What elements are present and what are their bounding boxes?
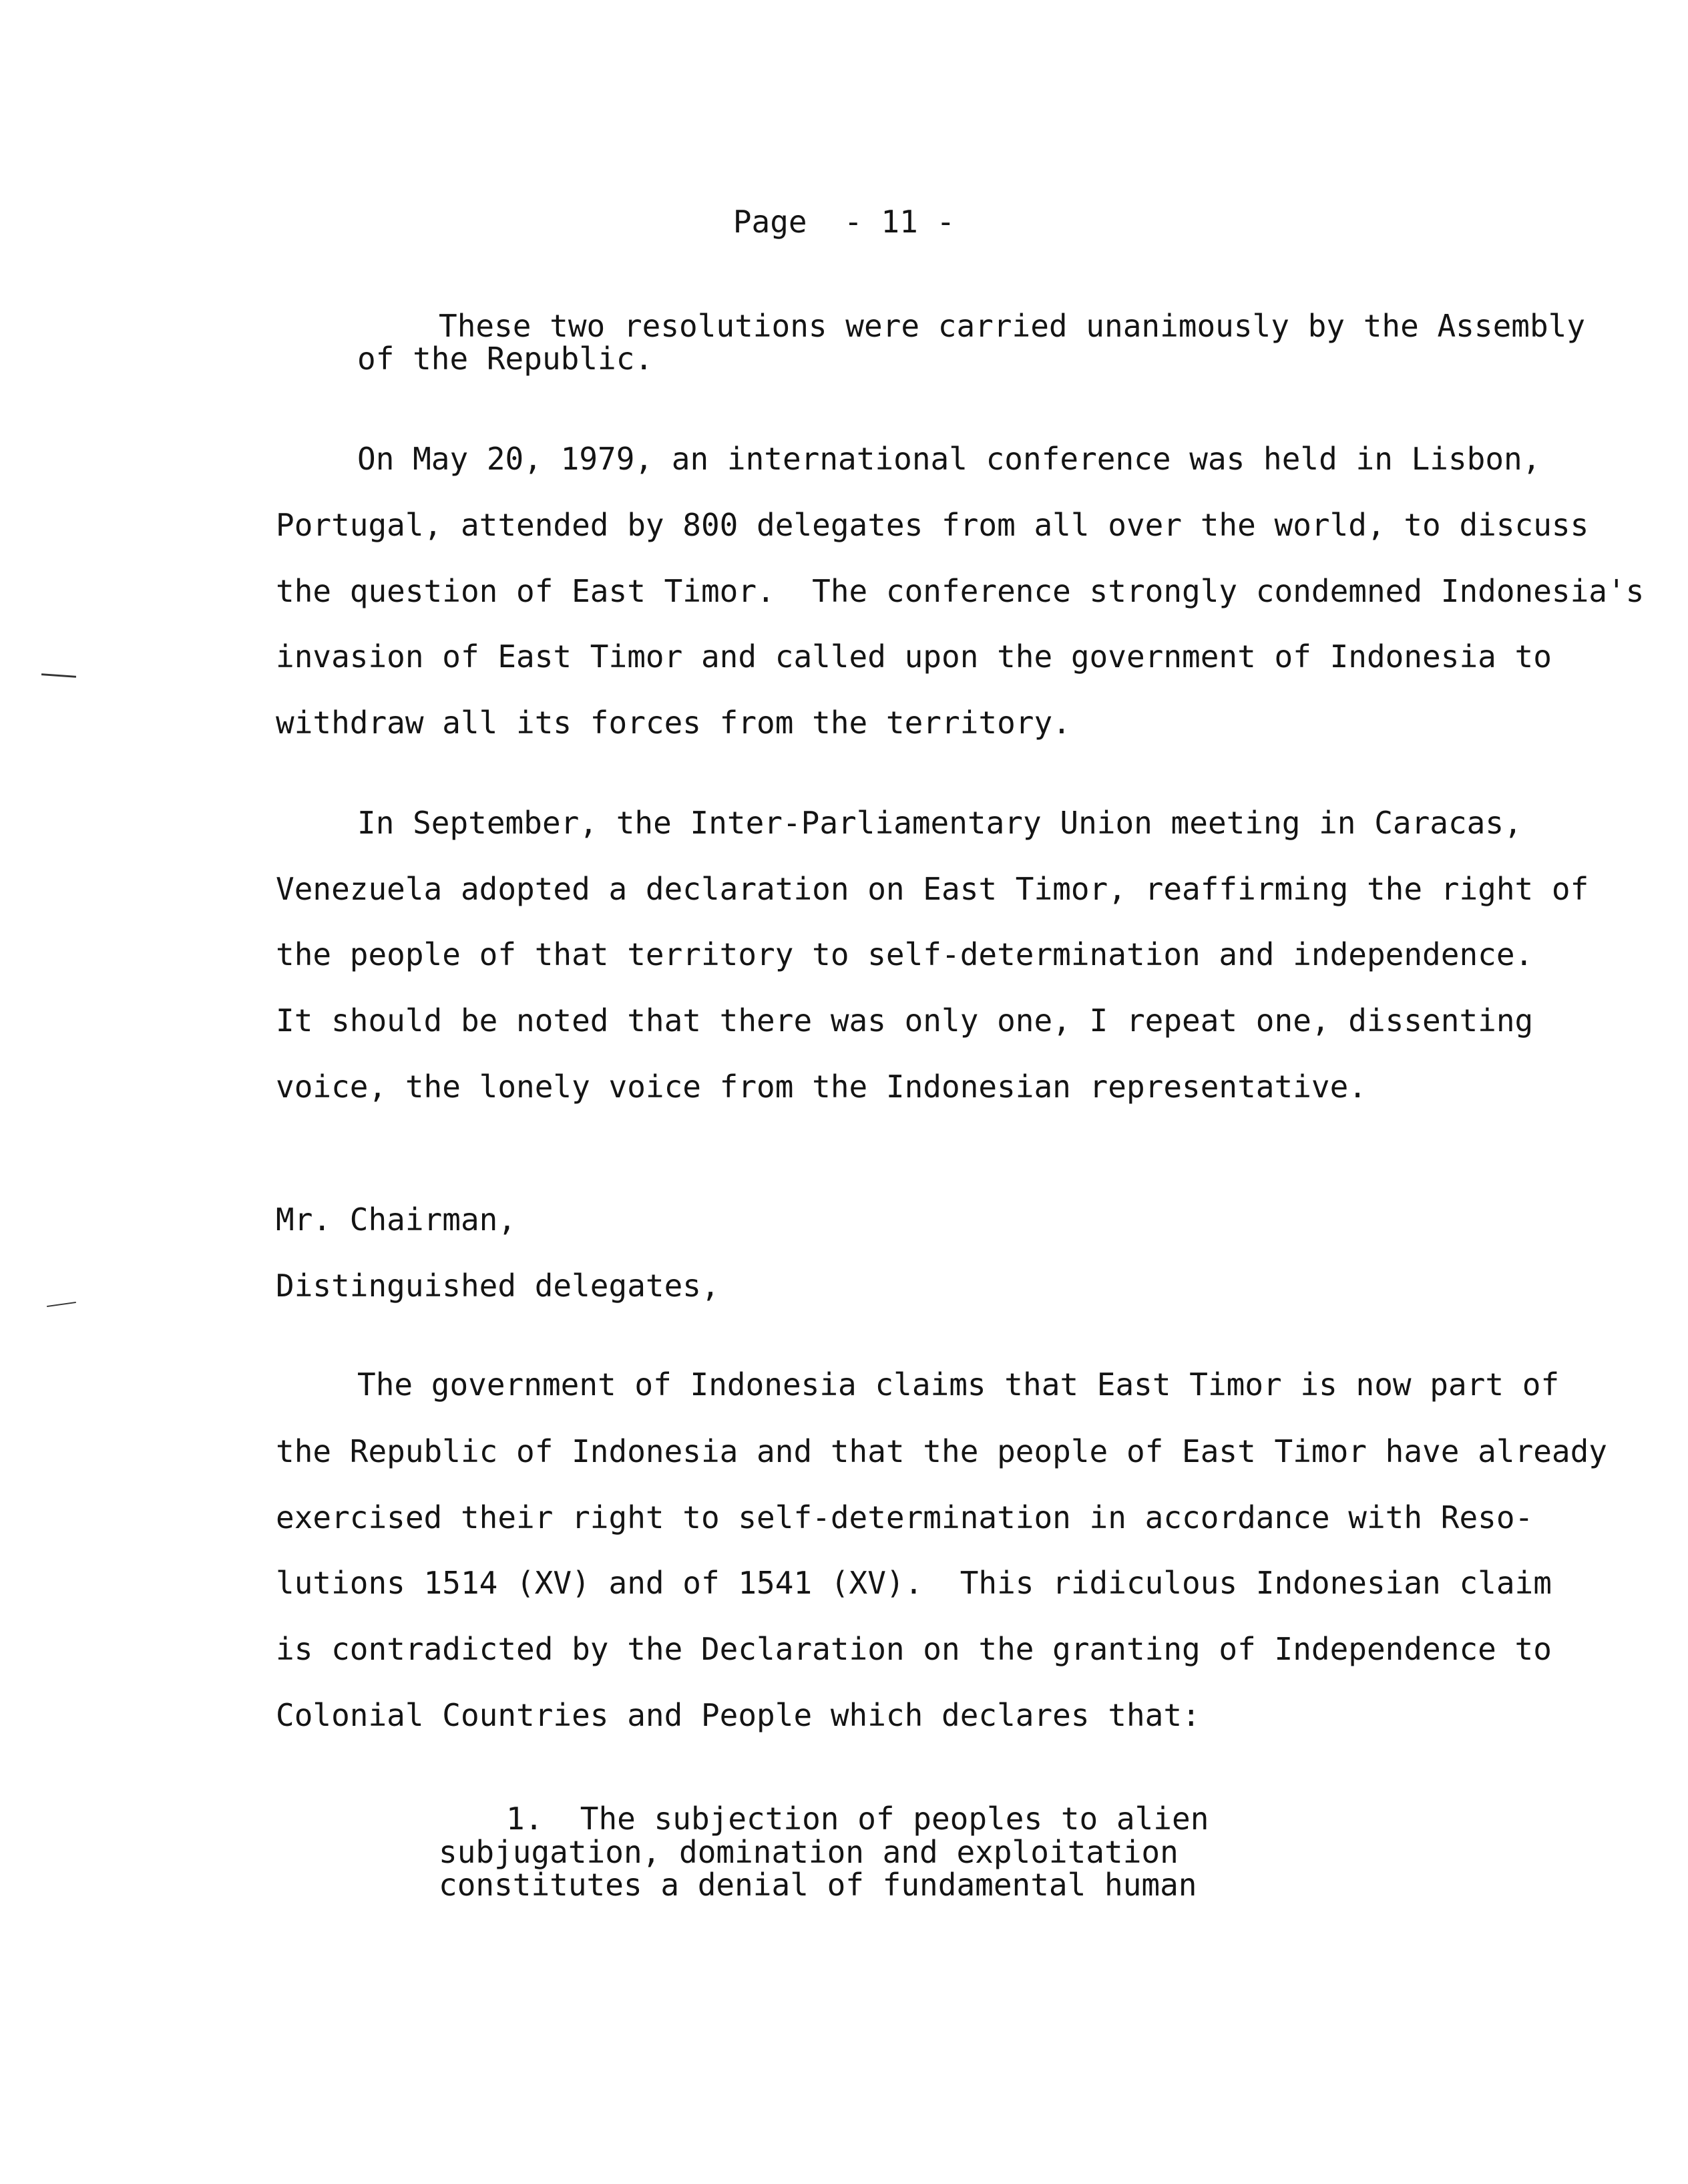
p4-line-2: the Republic of Indonesia and that the people of East Timor have already [276,1433,1607,1469]
margin-mark [41,673,76,678]
p3-line-3: the people of that territory to self-determination and independence. [276,936,1534,972]
salutation-chairman: Mr. Chairman, [276,1202,517,1238]
p1-line-2: of the Republic. [357,341,654,377]
p3-line-1: In September, the Inter-Parliamentary Union meeting in Caracas, [357,805,1522,841]
p3-line-5: voice, the lonely voice from the Indonesian representative. [276,1069,1367,1105]
margin-mark [47,1302,76,1307]
p2-line-1: On May 20, 1979, an international conference was held in Lisbon, [357,441,1541,477]
p4-line-1: The government of Indonesia claims that East Timor is now part of [357,1367,1560,1403]
p3-line-4: It should be noted that there was only one, I repeat one, dissenting [276,1003,1534,1039]
p2-line-4: invasion of East Timor and called upon the government of Indonesia to [276,639,1552,675]
p3-line-2: Venezuela adopted a declaration on East Timor, reaffirming the right of [276,871,1589,907]
p4-line-3: exercised their right to self-determination in accordance with Reso- [276,1499,1534,1535]
page-number: Page - 11 - [732,204,956,240]
p4-line-5: is contradicted by the Declaration on the granting of Independence to [276,1631,1552,1667]
p4-line-4: lutions 1514 (XV) and of 1541 (XV). This ridiculous Indonesian claim [276,1565,1552,1601]
quote-line-3: constitutes a denial of fundamental human [439,1867,1197,1903]
salutation-delegates: Distinguished delegates, [276,1268,720,1304]
p2-line-3: the question of East Timor. The conference strongly condemned Indonesia's [276,573,1645,609]
quote-line-2: subjugation, domination and exploitation [439,1834,1179,1870]
quote-line-1: 1. The subjection of peoples to alien [506,1801,1209,1837]
p4-line-6: Colonial Countries and People which declares that: [276,1697,1201,1733]
p1-line-1: These two resolutions were carried unanimously by the Assembly [439,308,1586,344]
p2-line-5: withdraw all its forces from the territory. [276,705,1071,741]
p2-line-2: Portugal, attended by 800 delegates from all over the world, to discuss [276,507,1589,543]
